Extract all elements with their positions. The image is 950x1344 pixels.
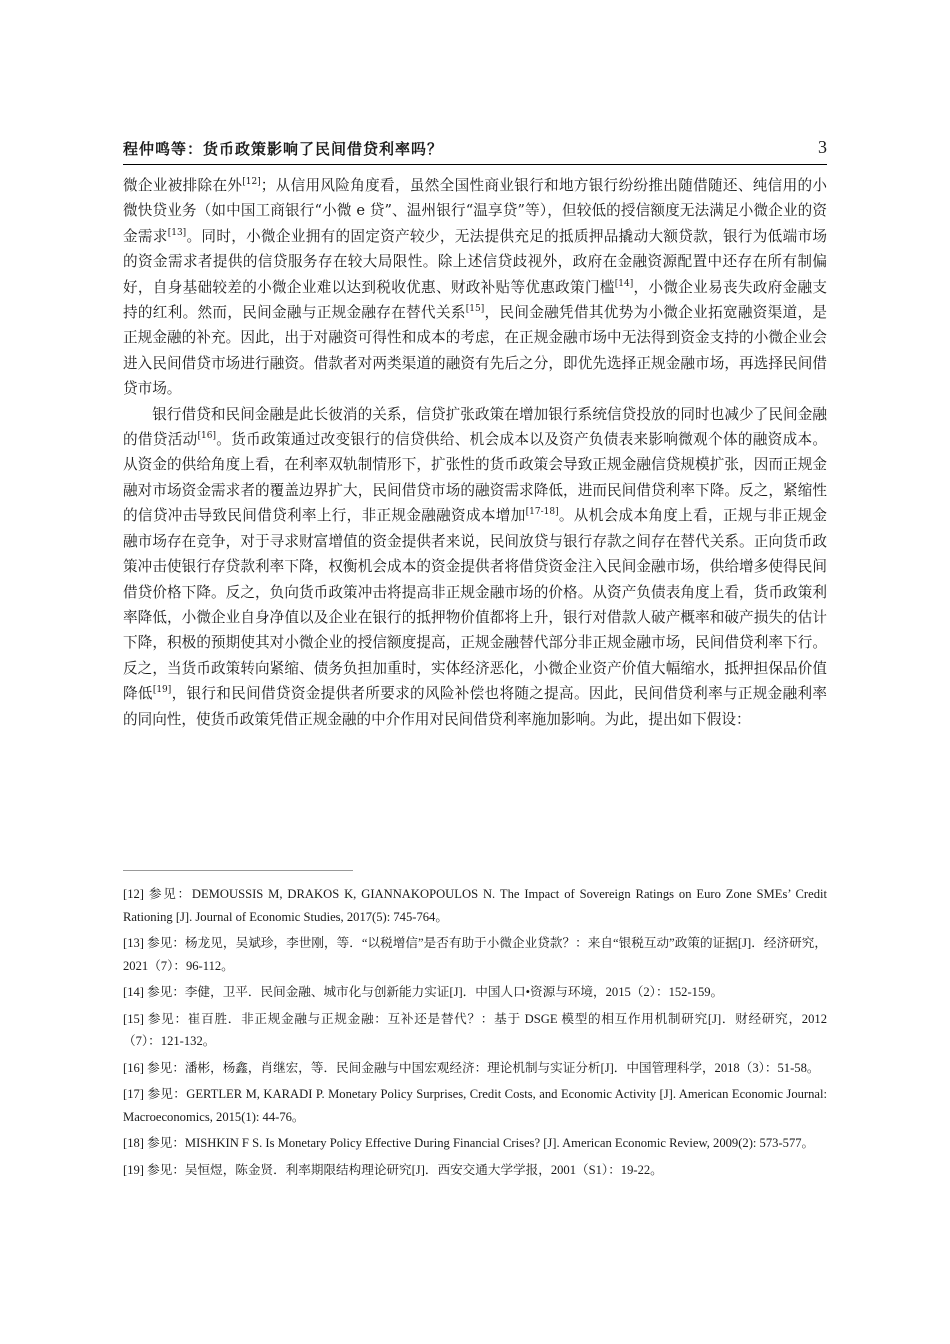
footnote-15: [15] 参见：崔百胜．非正规金融与正规金融：互补还是替代？：基于 DSGE 模型的相互作用机制研究[J]．财经研究，2012（7）：121-132。 (123, 1011, 827, 1048)
text-run: ，民间金融凭借其优势为小微企业拓宽融资渠道，是正规金融的补充。因此，出于对融资可得性和成本的考虑，在正规金融市场中无法得到资金支持的小微企业会进入民间借贷市场进行融资。借款者对两类渠道的融资有先后之分，即优先选择正规金融市场，再选择民间借贷市场。 (123, 304, 827, 398)
body-text (123, 173, 827, 732)
footnote-16: [16] 参见：潘彬，杨鑫，肖继宏，等．民间金融与中国宏观经济：理论机制与实证分析[J]．中国管理科学，2018（3）：51-58。 (123, 1060, 820, 1075)
text-run: 。货币政策通过改变银行的信贷供给、机会成本以及资产负债表来影响微观个体的融资成本。从资金的供给角度上看，在利率双轨制情形下，扩张性的货币政策会导致正规金融信贷规模扩张，因而正规金融对市场资金需求者的覆盖边界扩大，民间借贷市场的融资需求降低，进而民间借贷利率下降。反之，紧缩性的信贷冲击导致民间借贷利率上行，非正规金融融资成本增加 (123, 431, 827, 525)
footnote-14: [14] 参见：李健，卫平．民间金融、城市化与创新能力实证[J]．中国人口•资源与环境，2015（2）：152-159。 (123, 985, 724, 999)
text-run: ，小微企业易丧失政府金融支持的红利。然而，民间金融与正规金融存在替代关系 (123, 278, 827, 322)
footnotes (123, 883, 827, 1185)
text-run: ；从信用风险角度看，虽然全国性商业银行和地方银行纷纷推出随借随还、纯信用的小微快贷业务（如中国工商银行“小微 e 贷”、温州银行“温享贷”等），但较低的授信额度无法满足小微企业的资金需求 (123, 177, 827, 245)
running-header (123, 136, 827, 165)
text-run: 。从机会成本角度上看，正规与非正规金融市场存在竞争，对于寻求财富增值的资金提供者来说，民间放贷与银行存款之间存在替代关系。正向货币政策冲击使银行存贷款利率下降，权衡机会成本的资金提供者将借贷资金注入民间金融市场，供给增多使得民间借贷价格下降。反之，负向货币政策冲击将提高非正规金融市场的价格。从资产负债表角度上看，货币政策利率降低，小微企业自身净值以及企业在银行的抵押物价值都将上升，银行对借款人破产概率和破产损失的估计下降，积极的预期使其对小微企业的授信额度提高，正规金融替代部分非正规金融市场，民间借贷利率下行。反之，当货币政策转向紧缩、债务负担加重时，实体经济恶化，小微企业资产价值大幅缩水，抵押担保品价值降低 (123, 507, 827, 703)
footnote-19: [19] 参见：吴恒煜，陈金贤．利率期限结构理论研究[J]．西安交通大学学报，2001（S1）：19-22。 (123, 1162, 663, 1177)
paragraph (123, 402, 827, 732)
footnote-13: [13] 参见：杨龙见，吴斌珍，李世刚，等．“以税增信”是否有助于小微企业贷款？：来自“银税互动”政策的证据[J]．经济研究，2021（7）：96-112。 (123, 936, 827, 973)
running-title: 程仲鸣等：货币政策影响了民间借贷利率吗？ (123, 140, 444, 158)
citation-marker: [13] (167, 227, 187, 238)
footnote-17: [17] 参见：GERTLER M, KARADI P. Monetary Policy Surprises, Credit Costs, and Economic Activity [J]. American Economic Journal: Macroeconomics, 2015(1): 44-76。 (123, 1087, 827, 1124)
citation-marker: [15] (465, 304, 485, 315)
page-number: 3 (818, 137, 827, 157)
text-run: 银行借贷和民间金融是此长彼消的关系，信贷扩张政策在增加银行系统信贷投放的同时也减少了民间金融的借贷活动 (123, 405, 827, 449)
paragraph (123, 173, 827, 402)
text-run: ，银行和民间借贷资金提供者所要求的风险补偿也将随之提高。因此，民间借贷利率与正规金融利率的同向性，使货币政策凭借正规金融的中介作用对民间借贷利率施加影响。为此，提出如下假设： (123, 685, 827, 728)
footnote-12: [12] 参见：DEMOUSSIS M, DRAKOS K, GIANNAKOPOULOS N. The Impact of Sovereign Ratings on Euro Zone SMEs’ Credit Rationing [J]. Journal of Economic Studies, 2017(5): 745-764。 (123, 887, 827, 924)
footnote-separator (123, 870, 353, 871)
citation-marker: [14] (614, 278, 634, 289)
text-run: 微企业被排除在外 (123, 177, 243, 194)
text-run: 。同时，小微企业拥有的固定资产较少，无法提供充足的抵质押品撬动大额贷款，银行为低端市场的资金需求者提供的信贷服务存在较大局限性。除上述信贷歧视外，政府在金融资源配置中还存在所有制偏好，自身基础较差的小微企业难以达到税收优惠、财政补贴等优惠政策门槛 (123, 227, 827, 296)
footnote-18: [18] 参见：MISHKIN F S. Is Monetary Policy Effective During Financial Crises? [J]. American Economic Review, 2009(2): 573-577。 (123, 1136, 815, 1150)
citation-marker: [19] (152, 685, 172, 696)
citation-marker: [12] (242, 177, 261, 187)
citation-marker: [16] (197, 431, 216, 442)
citation-marker: [17-18] (525, 507, 559, 518)
